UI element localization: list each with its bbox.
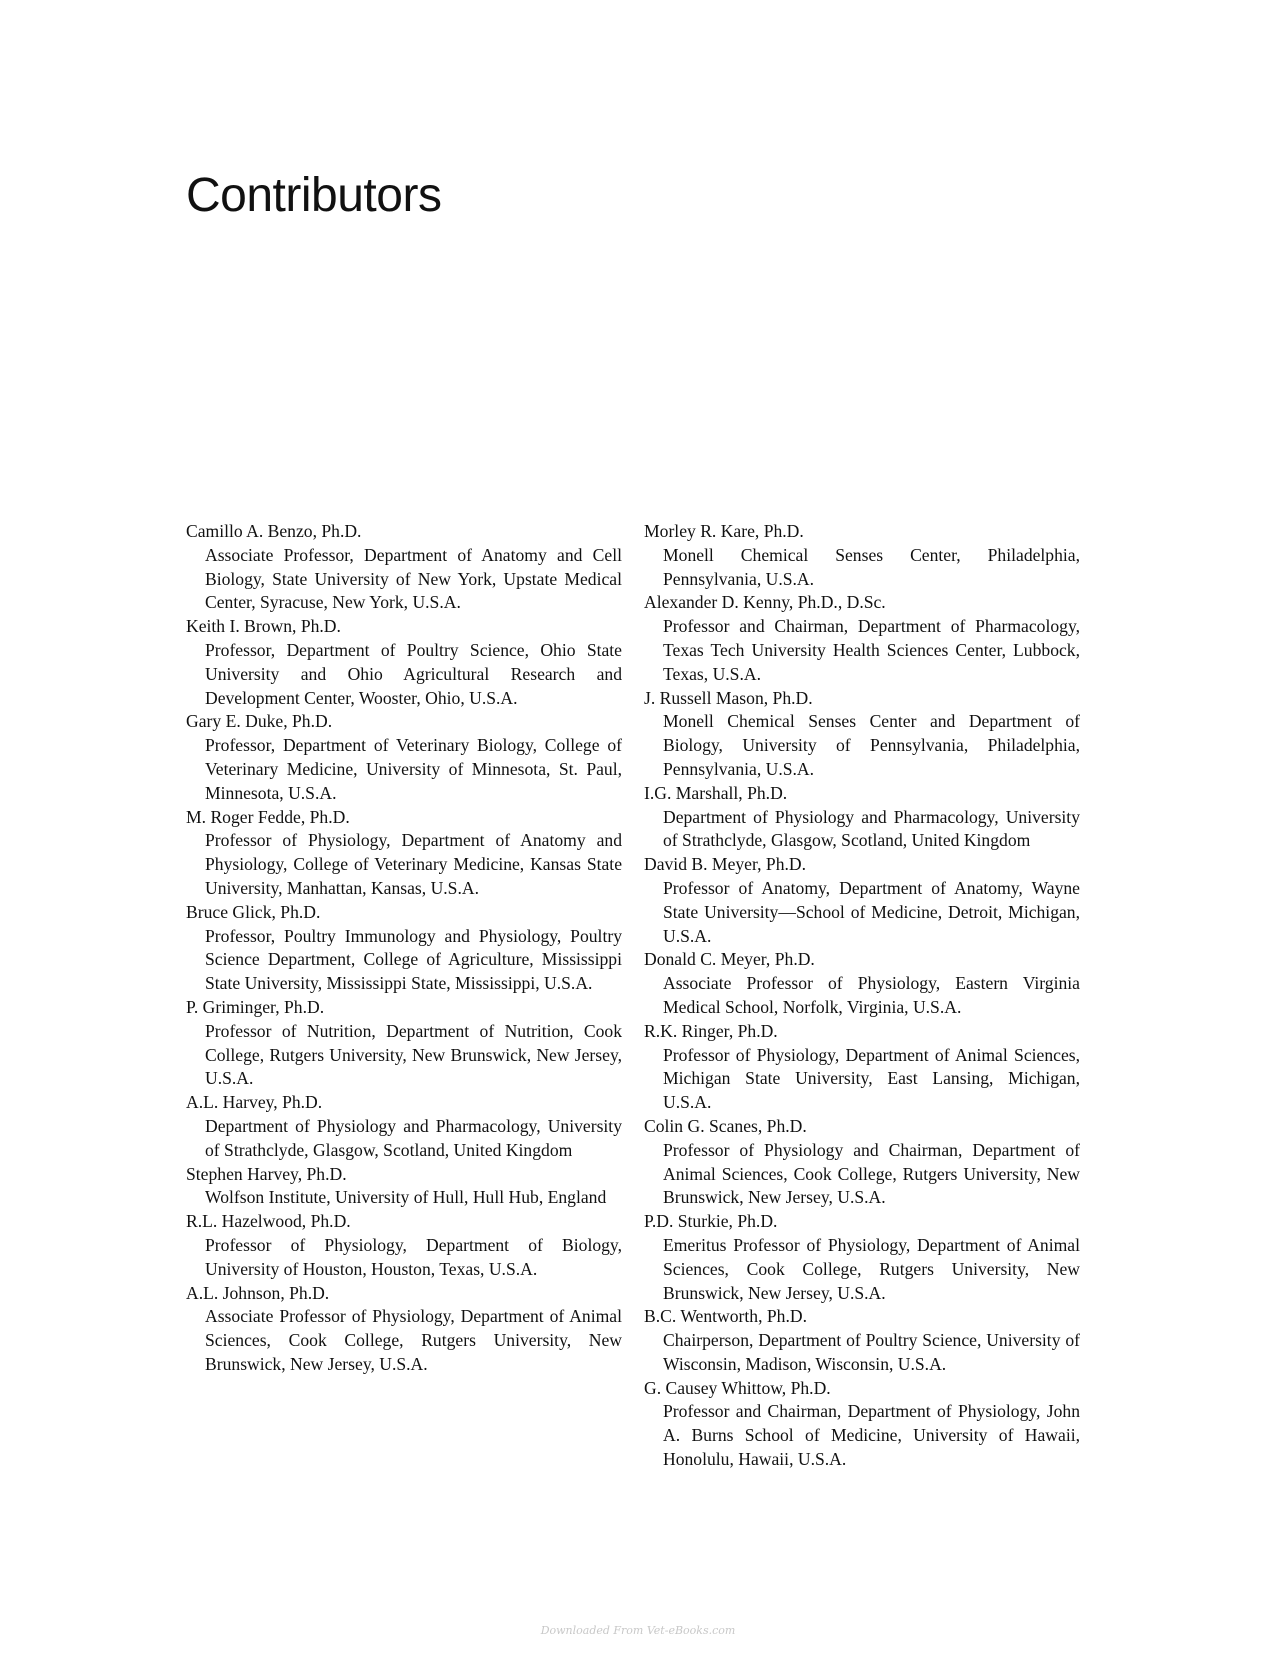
contributor-entry: [644, 520, 1080, 591]
contributor-affiliation: Chairperson, Department of Poultry Science, University of Wisconsin, Madison, Wisconsin, U.S.A.: [663, 1330, 1080, 1374]
contributor-entry: [644, 853, 1080, 948]
contributor-name: Stephen Harvey, Ph.D.: [186, 1163, 347, 1184]
contributor-affiliation: Professor of Physiology, Department of Animal Sciences, Michigan State University, East Lansing, Michigan, U.S.A.: [663, 1044, 1080, 1113]
contributor-name: P. Griminger, Ph.D.: [186, 996, 325, 1017]
contributor-entry: [644, 687, 1080, 782]
contributor-affiliation: Professor, Poultry Immunology and Physiology, Poultry Science Department, College of Agriculture, Mississippi State University, Mississippi State, Mississippi, U.S.A.: [205, 925, 622, 994]
contributor-name: Colin G. Scanes, Ph.D.: [644, 1115, 807, 1136]
contributor-entry: [644, 1210, 1080, 1305]
contributor-affiliation: Professor, Department of Veterinary Biology, College of Veterinary Medicine, University of Minnesota, St. Paul, Minnesota, U.S.A.: [205, 735, 622, 803]
contributor-entry: [186, 901, 622, 996]
contributor-affiliation: Professor of Physiology and Chairman, Department of Animal Sciences, Cook College, Rutgers University, New Brunswick, New Jersey, U.S.A.: [663, 1139, 1080, 1208]
contributor-name: G. Causey Whittow, Ph.D.: [644, 1377, 831, 1398]
contributor-name: Morley R. Kare, Ph.D.: [644, 521, 804, 541]
contributor-name: M. Roger Fedde, Ph.D.: [186, 806, 350, 827]
contributor-affiliation: Professor of Physiology, Department of Anatomy and Physiology, College of Veterinary Medicine, Kansas State University, Manhattan, Kansas, U.S.A.: [205, 830, 622, 898]
contributor-affiliation: Emeritus Professor of Physiology, Department of Animal Sciences, Cook College, Rutgers University, New Brunswick, New Jersey, U.S.A.: [663, 1234, 1080, 1303]
page-title: Contributors: [186, 169, 442, 222]
contributors-left-column: [186, 520, 622, 1377]
contributor-affiliation: Professor, Department of Poultry Science, Ohio State University and Ohio Agricultural Research and Development Center, Wooster, Ohio, U.S.A.: [205, 639, 622, 708]
contributor-name: Keith I. Brown, Ph.D.: [186, 616, 341, 637]
contributor-name: J. Russell Mason, Ph.D.: [644, 687, 813, 708]
contributor-entry: [644, 1115, 1080, 1210]
contributor-affiliation: Monell Chemical Senses Center, Philadelphia, Pennsylvania, U.S.A.: [663, 544, 1080, 589]
contributor-name: I.G. Marshall, Ph.D.: [644, 782, 788, 803]
contributor-affiliation: Professor of Nutrition, Department of Nutrition, Cook College, Rutgers University, New Brunswick, New Jersey, U.S.A.: [205, 1020, 622, 1089]
contributor-name: A.L. Johnson, Ph.D.: [186, 1282, 330, 1303]
contributor-entry: [186, 615, 622, 710]
contributor-affiliation: Wolfson Institute, University of Hull, Hull Hub, England: [205, 1187, 607, 1208]
contributor-affiliation: Professor and Chairman, Department of Physiology, John A. Burns School of Medicine, University of Hawaii, Honolulu, Hawaii, U.S.A.: [663, 1401, 1080, 1470]
contributor-affiliation: Professor of Physiology, Department of Biology, University of Houston, Houston, Texas, U.S.A.: [205, 1234, 622, 1279]
contributor-name: P.D. Sturkie, Ph.D.: [644, 1211, 778, 1232]
contributor-entry: [186, 1210, 622, 1281]
contributor-affiliation: Associate Professor, Department of Anatomy and Cell Biology, State University of New York, Upstate Medical Center, Syracuse, New York, U.S.A.: [205, 544, 622, 613]
contributor-entry: [644, 948, 1080, 1019]
contributor-name: B.C. Wentworth, Ph.D.: [644, 1306, 807, 1327]
contributor-entry: [186, 806, 622, 901]
contributor-entry: [644, 782, 1080, 853]
contributor-entry: [186, 1091, 622, 1162]
contributor-affiliation: Monell Chemical Senses Center and Department of Biology, University of Pennsylvania, Philadelphia, Pennsylvania, U.S.A.: [663, 711, 1080, 779]
contributor-entry: [644, 1377, 1080, 1472]
contributor-affiliation: Department of Physiology and Pharmacology, University of Strathclyde, Glasgow, Scotland, United Kingdom: [205, 1115, 622, 1160]
contributor-entry: [644, 591, 1080, 686]
contributor-entry: [186, 1282, 622, 1377]
contributor-entry: [186, 710, 622, 805]
contributor-affiliation: Associate Professor of Physiology, Eastern Virginia Medical School, Norfolk, Virginia, U.S.A.: [663, 973, 1080, 1017]
contributor-entry: [186, 996, 622, 1091]
contributor-entry: [644, 1020, 1080, 1115]
contributor-name: R.L. Hazelwood, Ph.D.: [186, 1211, 351, 1232]
contributor-name: R.K. Ringer, Ph.D.: [644, 1020, 778, 1041]
contributor-name: A.L. Harvey, Ph.D.: [186, 1092, 323, 1113]
contributor-affiliation: Department of Physiology and Pharmacology, University of Strathclyde, Glasgow, Scotland, United Kingdom: [663, 806, 1080, 851]
contributor-name: David B. Meyer, Ph.D.: [644, 854, 807, 875]
contributor-name: Alexander D. Kenny, Ph.D., D.Sc.: [644, 592, 886, 613]
contributor-name: Bruce Glick, Ph.D.: [186, 901, 321, 922]
contributor-affiliation: Associate Professor of Physiology, Department of Animal Sciences, Cook College, Rutgers University, New Brunswick, New Jersey, U.S.A.: [205, 1306, 622, 1374]
contributor-name: Camillo A. Benzo, Ph.D.: [186, 521, 362, 541]
contributor-name: Gary E. Duke, Ph.D.: [186, 711, 333, 732]
footer-watermark: Downloaded From Vet-eBooks.com: [540, 1624, 736, 1637]
contributor-entry: [186, 520, 622, 615]
contributor-affiliation: Professor and Chairman, Department of Pharmacology, Texas Tech University Health Sciences Center, Lubbock, Texas, U.S.A.: [663, 616, 1080, 684]
contributor-name: Donald C. Meyer, Ph.D.: [644, 949, 815, 970]
contributor-affiliation: Professor of Anatomy, Department of Anatomy, Wayne State University—School of Medicine, Detroit, Michigan, U.S.A.: [663, 877, 1080, 946]
contributor-entry: [186, 1163, 622, 1211]
contributor-entry: [644, 1305, 1080, 1376]
contributors-right-column: [644, 520, 1080, 1472]
